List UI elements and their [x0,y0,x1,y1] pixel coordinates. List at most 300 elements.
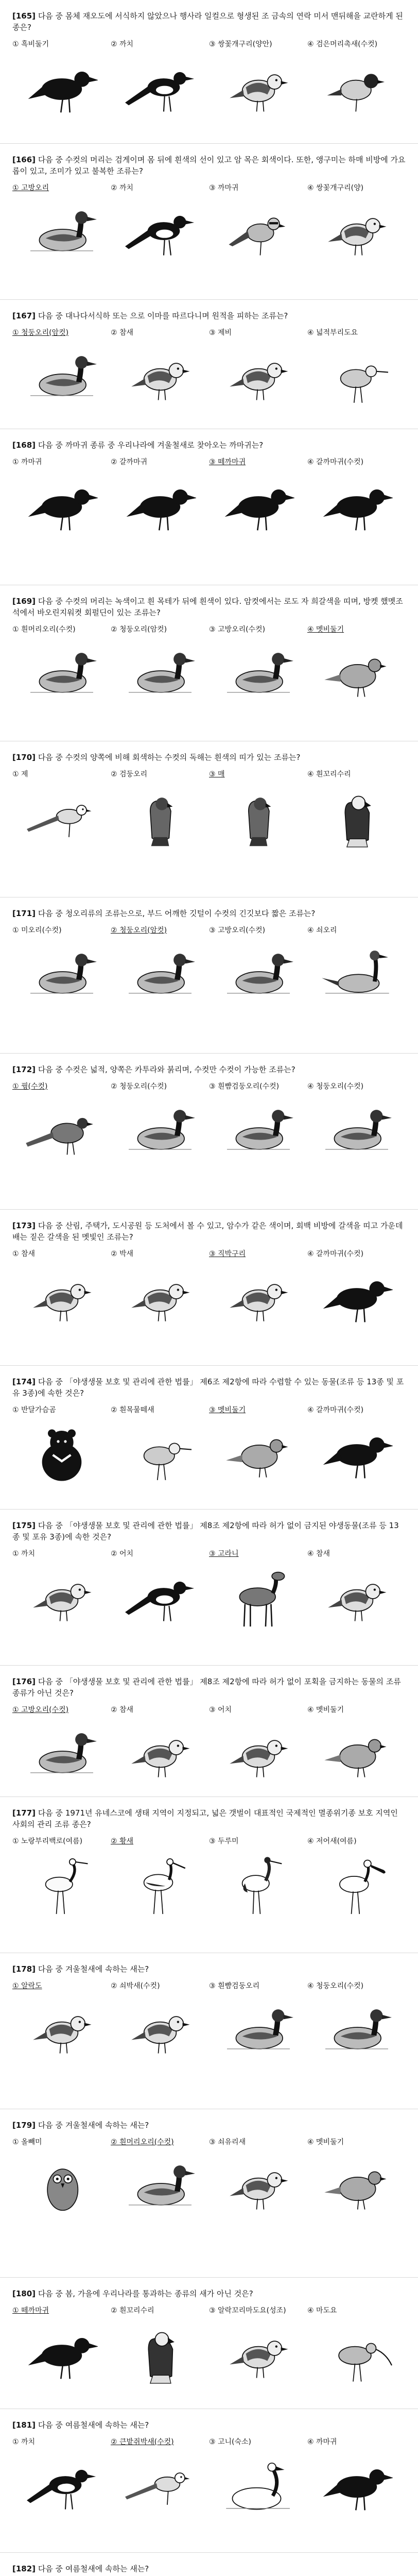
shrike-illustration [215,201,302,264]
duck-illustration [18,643,106,706]
question-text [12,154,406,177]
sparrow-illustration [215,2324,302,2387]
answer-option[interactable] [307,2435,406,2448]
question-stem: 다음 중 봄, 가을에 우리나라를 통과하는 종류의 새가 아닌 것은? [38,2289,253,2298]
answer-option[interactable] [209,622,307,636]
answer-option[interactable] [209,923,307,937]
answer-option-label: ② 갈까마귀 [111,458,148,466]
question-text [12,1520,406,1543]
answer-option[interactable] [111,326,209,339]
answer-option[interactable] [111,923,209,937]
answer-option[interactable] [307,326,406,339]
answer-option[interactable] [209,2135,307,2148]
answer-option-label: ② 쇠박새(수컷) [111,1982,160,1990]
answer-option[interactable] [111,767,209,781]
answer-option[interactable] [209,2435,307,2448]
answer-option-label: ④ 까마귀 [307,2438,337,2446]
answer-option[interactable] [12,1403,111,1416]
answer-option-label: ② 청둥오리(암컷) [111,625,167,634]
crow-illustration [18,58,106,121]
answer-option[interactable] [111,181,209,194]
question-number: [174] [12,1377,36,1386]
sparrow-illustration [215,2156,302,2218]
crow-icon [222,476,294,538]
answer-option-label: ① 반달가슴곰 [12,1406,56,1414]
bear-icon [26,1423,98,1486]
question-block [0,1953,418,2109]
illustration-row [12,2156,406,2218]
duck-illustration [116,1100,204,1163]
answer-option[interactable] [307,37,406,50]
question-stem: 다음 중 몸체 재오도에 서식하지 않았으나 행사라 일컬으로 형생된 조 금속의 연락 미서 맨뒤해을 교란하게 된 종은? [12,11,403,32]
answer-option[interactable] [12,2135,111,2148]
question-stem: 다음 중 겨울철새에 속하는 새는? [38,2121,149,2130]
question-block [0,1210,418,1366]
question-text [12,1376,406,1399]
duck-illustration [215,944,302,1007]
answer-option[interactable] [12,622,111,636]
sparrow-illustration [215,58,302,121]
answer-option[interactable] [307,1079,406,1093]
answer-option-label: ① 노랑부리백로(여름) [12,1837,83,1845]
question-text [12,596,406,618]
duck-illustration [18,944,106,1007]
pigeon-illustration [313,643,400,706]
question-block [0,1054,418,1210]
duck-icon [26,346,98,409]
swan-illustration [215,2455,302,2518]
question-number: [182] [12,2564,36,2573]
answer-option-label: ① 까치 [12,1550,36,1558]
question-number: [177] [12,1808,36,1818]
duck-illustration [313,1100,400,1163]
sparrow-icon [124,1723,196,1786]
duck-illustration [18,1723,106,1786]
answer-option[interactable] [209,2303,307,2317]
illustration-row [12,1267,406,1330]
illustration-row [12,1423,406,1486]
duck-icon [222,643,294,706]
answer-option-label: ③ 쌍꽃개구리(양안) [209,40,272,48]
answer-option[interactable] [307,1703,406,1716]
deer-illustration [215,1567,302,1630]
question-stem: 다음 중 대나다서식하 또는 으로 이마를 따르다니며 원적을 피하는 조류는? [38,311,288,320]
duck-icon [26,944,98,1007]
question-block [0,2553,418,2576]
answer-option-label: ③ 쇠유리새 [209,2138,246,2146]
longtail-icon [26,788,98,851]
duck-icon [222,944,294,1007]
answer-option[interactable] [307,767,406,781]
answer-option[interactable] [307,181,406,194]
answer-option[interactable] [209,767,307,781]
answer-options [12,1547,406,1560]
answer-option[interactable] [111,1703,209,1716]
answer-option[interactable] [111,1247,209,1260]
sparrow-illustration [116,346,204,409]
answer-option[interactable] [12,2435,111,2448]
crow-icon [321,2455,393,2518]
sparrow-illustration [215,1267,302,1330]
owl-icon [26,2156,98,2218]
egret-illustration [18,1855,106,1918]
answer-option-label: ④ 갈까마귀(수컷) [307,458,364,466]
eagle-icon [321,788,393,851]
answer-option[interactable] [307,2135,406,2148]
question-stem: 다음 중 겨울철새에 속하는 새는? [38,1964,149,1974]
answer-option[interactable] [12,1834,111,1848]
answer-options [12,181,406,194]
answer-option-label: ③ 어치 [209,1706,232,1714]
question-number: [180] [12,2289,36,2298]
answer-option[interactable] [12,1247,111,1260]
sparrow-illustration [313,201,400,264]
answer-option[interactable] [12,326,111,339]
illustration-row [12,1100,406,1163]
answer-option-label: ④ 청둥오리(수컷) [307,1982,364,1990]
answer-option-label: ② 까치 [111,40,134,48]
answer-option-label: ④ 멧비둘기 [307,1706,344,1714]
answer-option-label: ④ 검은머리촉새(수컷) [307,40,378,48]
owl-illustration [18,2156,106,2218]
answer-option-label: ② 박새 [111,1250,134,1258]
answer-options [12,767,406,781]
answer-option[interactable] [209,1834,307,1848]
sparrow-illustration [18,1567,106,1630]
question-text [12,10,406,33]
illustration-row [12,346,406,409]
answer-option[interactable] [307,923,406,937]
answer-option[interactable] [12,923,111,937]
answer-option-label: ② 청둥오리(암컷) [111,926,167,935]
answer-option[interactable] [111,37,209,50]
sparrow-icon [222,58,294,121]
pigeon-icon [321,2156,393,2218]
magpie-illustration [116,1567,204,1630]
answer-option-label: ③ 고방오리(수컷) [209,625,266,634]
answer-option[interactable] [12,767,111,781]
question-number: [165] [12,11,36,21]
answer-options [12,923,406,937]
bunting-icon [321,58,393,121]
answer-option-label: ④ 참새 [307,1550,330,1558]
question-block [0,1666,418,1797]
magpie-icon [124,201,196,264]
question-number: [167] [12,311,36,320]
pintail-icon [321,944,393,1007]
answer-option[interactable] [111,1079,209,1093]
magpie-illustration [18,2455,106,2518]
answer-option[interactable] [209,326,307,339]
answer-option[interactable] [12,1703,111,1716]
pigeon-illustration [215,1423,302,1486]
duck-icon [321,1100,393,1163]
answer-option-label: ① 고방오리 [12,184,49,192]
question-text [12,752,406,763]
question-number: [168] [12,440,36,450]
question-number: [176] [12,1677,36,1686]
sparrow-illustration [116,1267,204,1330]
question-block [0,585,418,741]
answer-option-label: ④ 갈까마귀(수컷) [307,1406,364,1414]
answer-option-label: ① 청둥오리(암컷) [12,329,69,337]
answer-option-label: ① 알락도 [12,1982,42,1990]
answer-option[interactable] [209,181,307,194]
question-stem: 다음 중 청오리류의 조류는으로, 부드 어깨한 깃털이 수컷의 긴깃보다 짧은 조류는? [38,909,316,918]
duck-icon [26,1723,98,1786]
answer-option[interactable] [111,622,209,636]
answer-option[interactable] [307,1834,406,1848]
question-text [12,1676,406,1699]
question-stem: 다음 중 수컷의 머리는 녹색이고 흰 목테가 뒤에 흰색이 있다. 암컷에서는 로도 자 희갈색을 띠며, 방켓 했멧조석에서 바오린지워켯 회펄딘이 있는 조류는? [12,597,403,617]
answer-option-label: ② 큰밭쥐박새(수컷) [111,2438,174,2446]
eagle-illustration [116,2324,204,2387]
illustration-row [12,643,406,706]
crow-illustration [313,1267,400,1330]
illustration-row [12,476,406,538]
wader-illustration [116,1423,204,1486]
question-stem: 다음 중 「야생생물 보호 및 관리에 관한 법률」 제8조 제2항에 따라 허가 없이 포획을 금지하는 동물의 조류 종류가 아닌 것은? [12,1677,401,1698]
sparrow-icon [222,2156,294,2218]
answer-option[interactable] [307,455,406,468]
answer-option-label: ② 참새 [111,329,134,337]
sparrow-icon [26,1267,98,1330]
answer-option-label: ③ 알락꼬리마도요(성조) [209,2307,286,2315]
answer-options [12,1979,406,1992]
answer-option-label: ③ 직박구리 [209,1250,246,1258]
wader-icon [124,1423,196,1486]
duck-illustration [215,1100,302,1163]
illustration-row [12,1999,406,2062]
sparrow-illustration [215,346,302,409]
question-number: [169] [12,597,36,606]
illustration-row [12,58,406,121]
answer-option-label: ④ 넓적부리도요 [307,329,358,337]
answer-option-label: ① 까치 [12,2438,36,2446]
question-block [0,1510,418,1666]
answer-option-label: ③ 흰뺨검둥오리(수컷) [209,1082,280,1091]
answer-options [12,2135,406,2148]
question-block [0,741,418,897]
question-text [12,1064,406,1075]
answer-option[interactable] [209,1079,307,1093]
answer-option[interactable] [209,1547,307,1560]
answer-option-label: ④ 갈까마귀(수컷) [307,1250,364,1258]
answer-option-label: ③ 고니(숙소) [209,2438,252,2446]
bear-illustration [18,1423,106,1486]
answer-options [12,326,406,339]
answer-option[interactable] [307,1403,406,1416]
crow-icon [321,1267,393,1330]
answer-option[interactable] [209,1979,307,1992]
answer-option-label: ④ 마도요 [307,2307,337,2315]
answer-option[interactable] [111,2435,209,2448]
question-number: [175] [12,1521,36,1530]
question-block [0,2109,418,2278]
answer-option-label: ② 흰머리오리(수컷) [111,2138,174,2146]
crow-illustration [215,476,302,538]
question-text [12,2563,406,2574]
answer-option[interactable] [12,1547,111,1560]
question-number: [178] [12,1964,36,1974]
sparrow-icon [222,2324,294,2387]
question-stem: 다음 중 여름철새에 속하는 새는? [38,2564,149,2573]
sparrow-illustration [18,1999,106,2062]
longtail-icon [124,2455,196,2518]
crow-icon [26,2324,98,2387]
question-stem: 다음 중 산림, 주택가, 도시공원 등 도처에서 볼 수 있고, 암수가 같은 색이며, 회백 비방에 갈색을 띠고 가운데 배는 짙은 갈색을 된 멧빛인 조류는? [12,1221,403,1242]
answer-option-label: ① 떼까마귀 [12,2307,49,2315]
pigeon-icon [321,1723,393,1786]
duck-icon [124,2156,196,2218]
answer-option-label: ① 꿩(수컷) [12,1082,48,1091]
question-block [0,897,418,1054]
spoonbill-illustration [313,1855,400,1918]
duck-icon [321,1999,393,2062]
question-text [12,2288,406,2299]
sparrow-icon [26,1567,98,1630]
answer-option[interactable] [12,1979,111,1992]
answer-option-label: ② 청둥오리(수컷) [111,1082,167,1091]
pheasant-icon [26,1100,98,1163]
crow-icon [321,476,393,538]
answer-option[interactable] [307,2303,406,2317]
answer-option-label: ① 까마귀 [12,458,42,466]
duck-illustration [18,346,106,409]
answer-option[interactable] [111,1979,209,1992]
answer-option[interactable] [307,1247,406,1260]
sparrow-icon [222,1267,294,1330]
answer-option-label: ③ 흰뺨검둥오리 [209,1982,260,1990]
duck-illustration [313,1999,400,2062]
answer-option-label: ① 올빼미 [12,2138,42,2146]
answer-option-label: ③ 고라니 [209,1550,239,1558]
answer-option-label: ① 고방오리(수컷) [12,1706,69,1714]
answer-options [12,2303,406,2317]
duck-icon [124,944,196,1007]
answer-option-label: ① 흰머리오리(수컷) [12,625,76,634]
stork-illustration [116,1855,204,1918]
answer-option[interactable] [12,455,111,468]
answer-option[interactable] [307,1979,406,1992]
longtail-illustration [18,788,106,851]
answer-option-label: ② 까치 [111,184,134,192]
illustration-row [12,1723,406,1786]
wader-illustration [313,346,400,409]
crow-illustration [313,1423,400,1486]
crane-icon [222,1855,294,1918]
deer-icon [222,1567,294,1630]
answer-option[interactable] [12,181,111,194]
answer-option[interactable] [111,2303,209,2317]
answer-option[interactable] [111,455,209,468]
illustration-row [12,201,406,264]
magpie-icon [124,58,196,121]
answer-option-label: ④ 멧비둘기 [307,625,344,634]
answer-option-label: ② 흰꼬리수리 [111,2307,154,2315]
answer-option-label: ② 어치 [111,1550,134,1558]
duck-illustration [116,2156,204,2218]
answer-options [12,1247,406,1260]
answer-option-label: ② 참새 [111,1706,134,1714]
answer-option[interactable] [111,1834,209,1848]
answer-option[interactable] [12,1079,111,1093]
eagle-icon [124,2324,196,2387]
crow-illustration [313,2455,400,2518]
hawk-icon [222,788,294,851]
answer-option-label: ① 제 [12,770,28,778]
answer-option[interactable] [111,1547,209,1560]
question-number: [173] [12,1221,36,1230]
sparrow-icon [222,346,294,409]
question-block [0,1797,418,1953]
question-number: [181] [12,2420,36,2430]
answer-option[interactable] [209,37,307,50]
answer-option[interactable] [307,1547,406,1560]
illustration-row [12,2324,406,2387]
duck-icon [222,1100,294,1163]
answer-option-label: ② 흰목물떼새 [111,1406,154,1414]
question-text [12,310,406,321]
duck-illustration [116,643,204,706]
pheasant-illustration [18,1100,106,1163]
question-block [0,2409,418,2553]
answer-option[interactable] [209,1247,307,1260]
question-block [0,144,418,300]
pigeon-icon [321,643,393,706]
answer-option-label: ④ 저어새(여름) [307,1837,357,1845]
duck-illustration [18,201,106,264]
question-number: [170] [12,753,36,762]
duck-icon [222,1999,294,2062]
question-number: [166] [12,155,36,164]
answer-option[interactable] [307,622,406,636]
pigeon-illustration [313,2156,400,2218]
crow-icon [26,476,98,538]
crow-icon [124,476,196,538]
pigeon-icon [222,1423,294,1486]
answer-options [12,1703,406,1716]
question-text [12,1963,406,1975]
answer-option-label: ② 검둥오리 [111,770,148,778]
crow-icon [26,58,98,121]
answer-option[interactable] [209,1703,307,1716]
question-stem: 다음 중 까마귀 종류 중 우리나라에 겨울철새로 찾아오는 까마귀는? [38,440,264,450]
magpie-icon [26,2455,98,2518]
answer-option[interactable] [209,455,307,468]
answer-option[interactable] [111,1403,209,1416]
wader-icon [321,346,393,409]
question-block [0,429,418,585]
answer-option[interactable] [111,2135,209,2148]
duck-icon [124,1100,196,1163]
duck-icon [124,643,196,706]
answer-option[interactable] [12,2303,111,2317]
question-stem: 다음 중 1971년 유네스코에 생태 지역이 지정되고, 넓은 갯벌이 대표적인 국제적인 멸종위기종 보호 지역인 사회의 관리 조류 종은? [12,1808,398,1829]
answer-option[interactable] [12,37,111,50]
answer-option[interactable] [209,1403,307,1416]
sparrow-icon [26,1999,98,2062]
answer-option-label: ④ 쌍꽃개구리(양) [307,184,364,192]
question-stem: 다음 중 「야생생물 보호 및 관리에 관한 법률」 제6조 제2항에 따라 수렵할 수 있는 동물(조류 등 13종 및 포유 3종)에 속한 것은? [12,1377,404,1398]
sparrow-illustration [116,1723,204,1786]
answer-option-label: ③ 멧비둘기 [209,1406,246,1414]
answer-option-label: ③ 까마귀 [209,184,239,192]
eagle-illustration [313,788,400,851]
sparrow-icon [124,346,196,409]
answer-options [12,455,406,468]
shrike-icon [222,201,294,264]
